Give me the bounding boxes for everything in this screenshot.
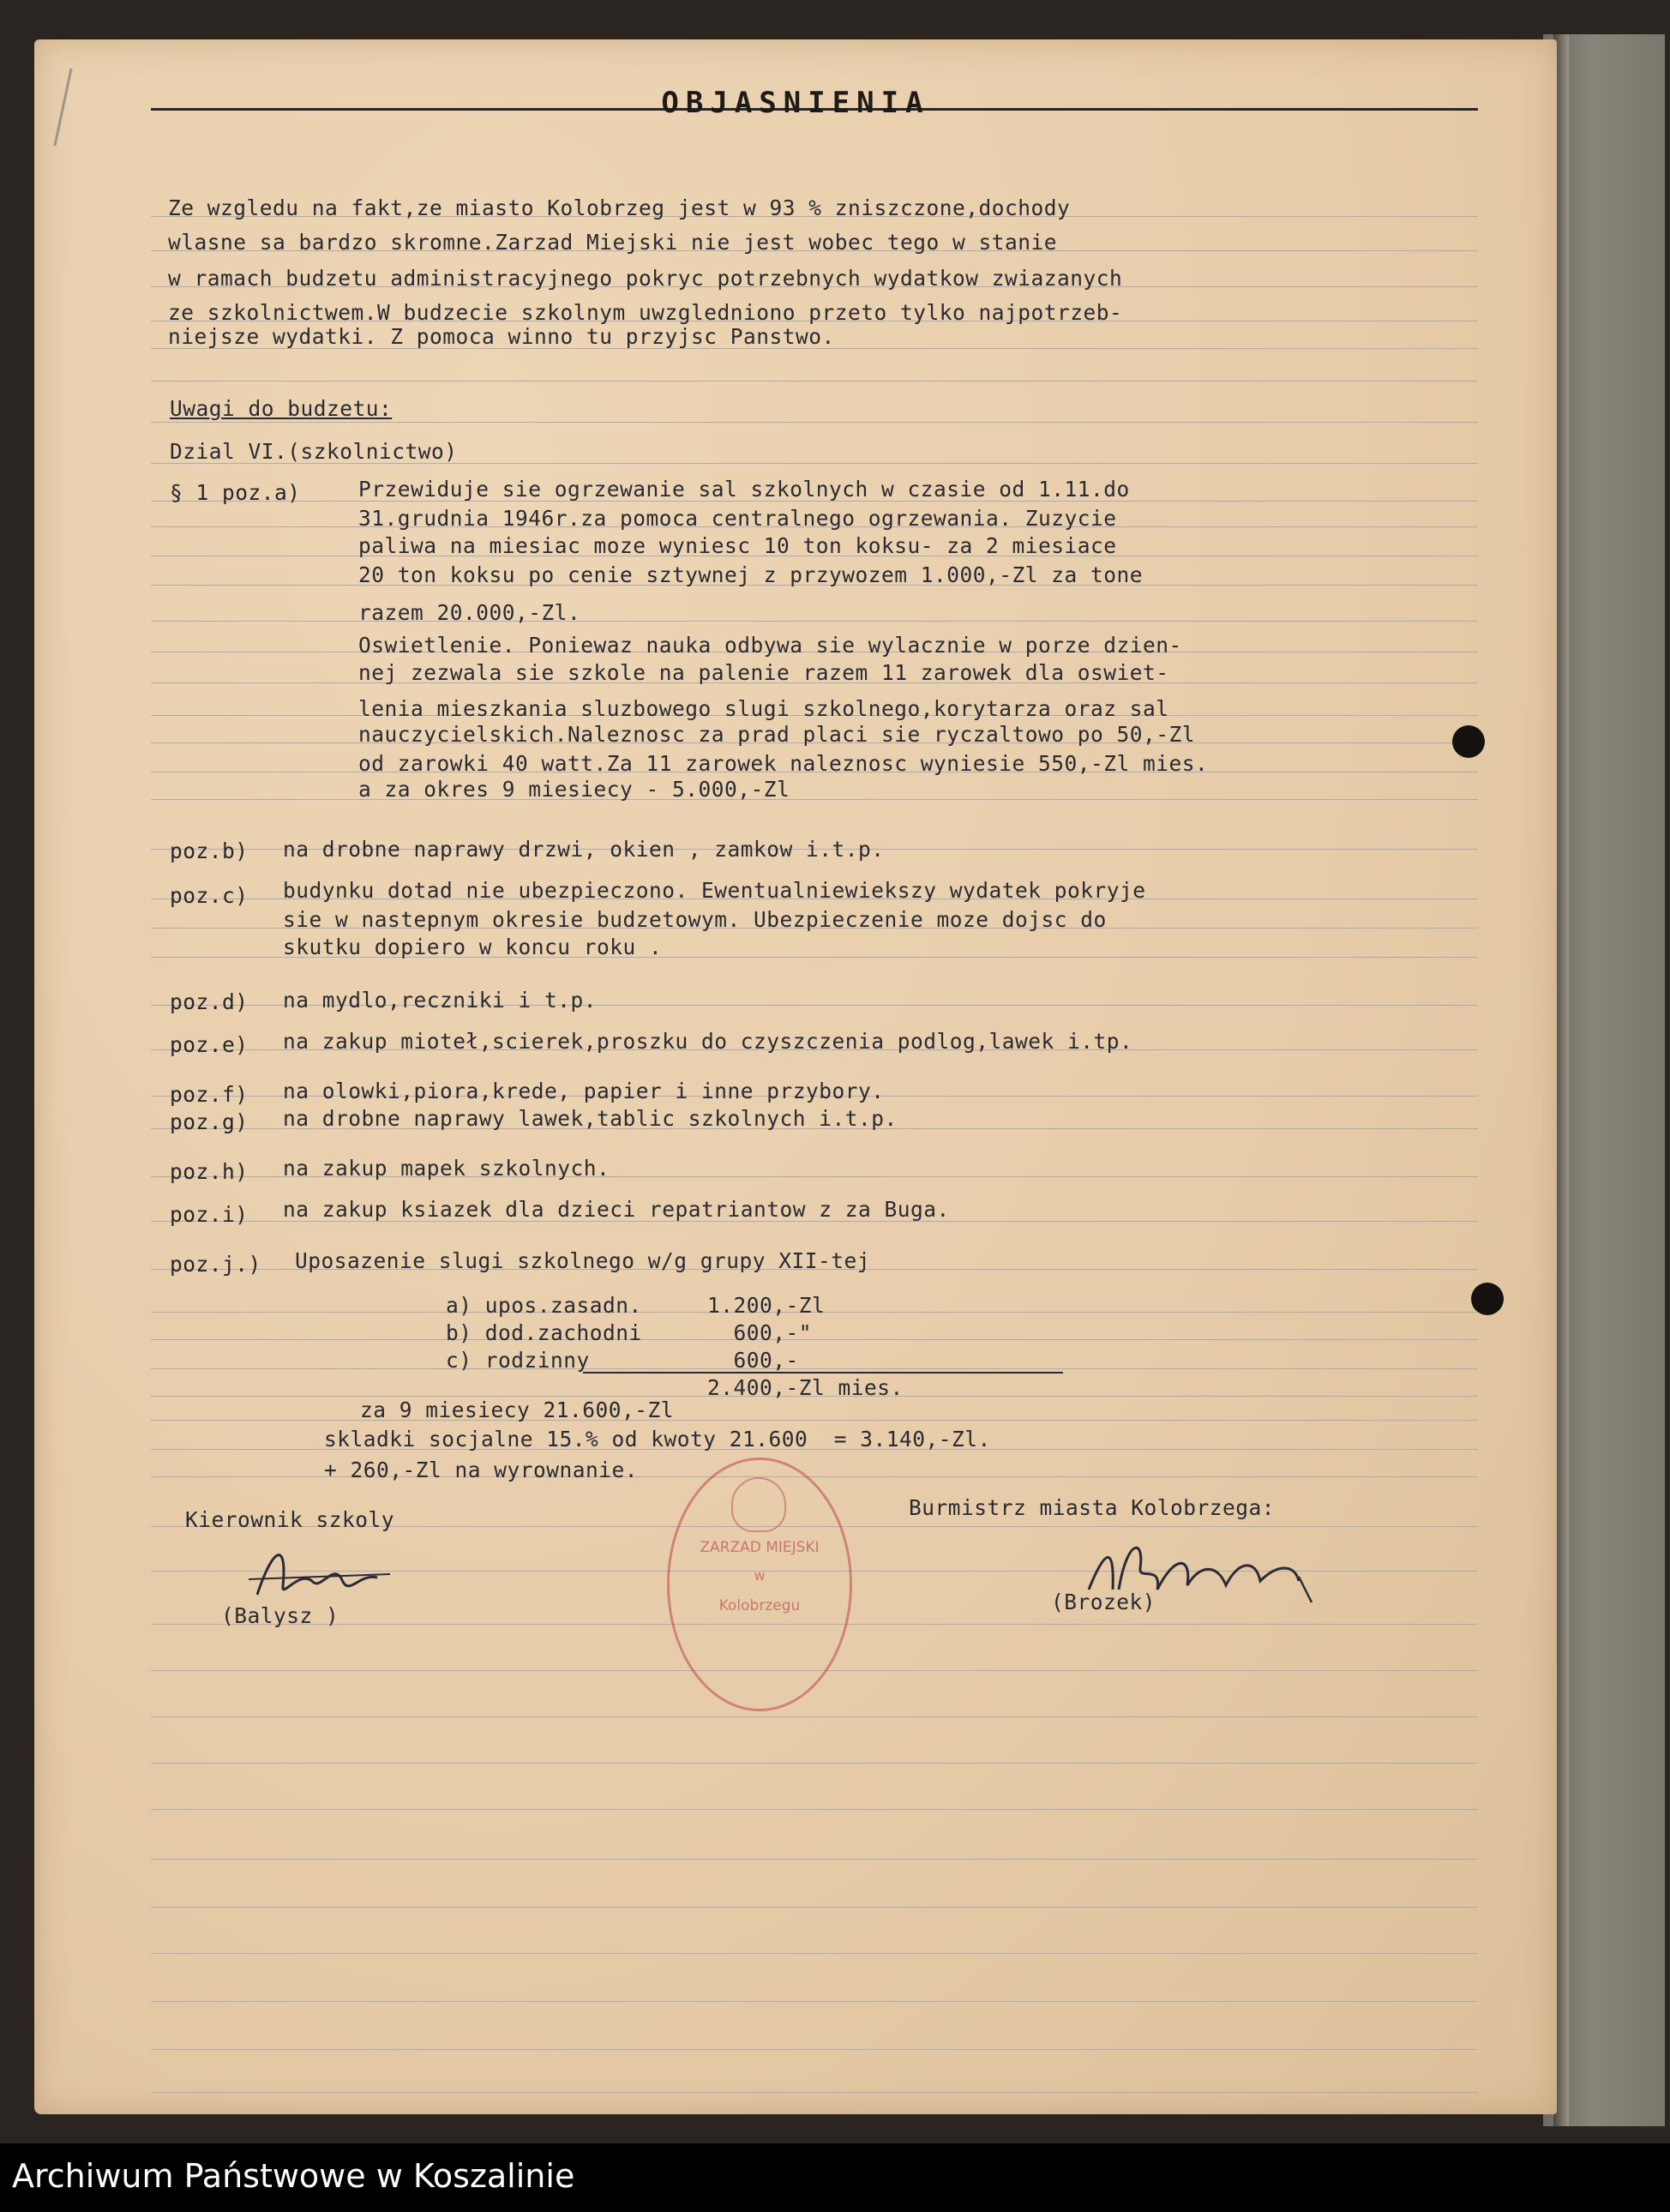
eagle-emblem-icon [731, 1477, 786, 1532]
item-h-text: na zakup mapek szkolnych. [283, 1156, 610, 1181]
totals-line: skladki socjalne 15.% od kwoty 21.600 = 3.140,-Zl. [324, 1427, 991, 1452]
salary-underline [583, 1372, 1063, 1373]
document-page [34, 39, 1557, 2114]
ruled-line [151, 1763, 1478, 1764]
ruled-line [151, 1953, 1478, 1954]
item-a-label: § 1 poz.a) [170, 480, 301, 505]
item-b-text: na drobne naprawy drzwi, okien , zamkow i.t.p. [283, 837, 885, 862]
item-f-text: na olowki,piora,krede, papier i inne przybory. [283, 1079, 885, 1103]
intro-line: niejsze wydatki. Z pomoca winno tu przyjsc Panstwo. [168, 324, 835, 349]
page-title: OBJASNIENIA [661, 86, 930, 120]
stamp-line: w [754, 1567, 766, 1584]
intro-line: wlasne sa bardzo skromne.Zarzad Miejski nie jest wobec tego w stanie [168, 230, 1058, 255]
item-a-line: Przewiduje sie ogrzewanie sal szkolnych w czasie od 1.11.do [358, 477, 1130, 502]
left-signature-name: (Balysz ) [221, 1603, 339, 1628]
ruled-line [151, 799, 1478, 800]
left-handwritten-signature [240, 1535, 411, 1612]
ruled-line [151, 1809, 1478, 1810]
item-a-line: lenia mieszkania sluzbowego slugi szkolnego,korytarza oraz sal [358, 696, 1169, 721]
item-a-line: razem 20.000,-Zl. [358, 600, 581, 625]
item-e-label: poz.e) [170, 1032, 249, 1057]
remarks-heading: Uwagi do budzetu: [170, 396, 393, 421]
ruled-line [151, 2001, 1478, 2002]
totals-line: + 260,-Zl na wyrownanie. [324, 1458, 639, 1482]
item-g-text: na drobne naprawy lawek,tablic szkolnych i.t.p. [283, 1106, 898, 1131]
stamp-line: Kolobrzegu [718, 1597, 801, 1614]
ruled-line [151, 422, 1478, 423]
municipal-stamp [667, 1458, 852, 1711]
item-h-label: poz.h) [170, 1159, 249, 1184]
ruled-line [151, 1339, 1478, 1340]
archive-footer [0, 2143, 1670, 2212]
item-a-line: 31.grudnia 1946r.za pomoca centralnego ogrzewania. Zuzycie [358, 506, 1117, 531]
item-a-line: nauczycielskich.Naleznosc za prad placi sie ryczaltowo po 50,-Zl [358, 722, 1196, 747]
intro-line: w ramach budzetu administracyjnego pokryc potrzebnych wydatkow zwiazanych [168, 266, 1123, 291]
item-j-text: Uposazenie slugi szkolnego w/g grupy XII-tej [295, 1248, 871, 1273]
archive-name: Archiwum Państwowe w Koszalinie [12, 2157, 575, 2195]
item-a-line: nej zezwala sie szkole na palenie razem 11 zarowek dla oswiet- [358, 660, 1169, 685]
item-a-line: od zarowki 40 watt.Za 11 zarowek naleznosc wyniesie 550,-Zl mies. [358, 751, 1209, 776]
salary-total: 2.400,-Zl mies. [446, 1375, 904, 1400]
ruled-line [151, 621, 1478, 622]
item-j-label: poz.j.) [170, 1252, 261, 1277]
item-c-text: sie w nastepnym okresie budzetowym. Ubezpieczenie moze dojsc do [283, 907, 1107, 932]
item-d-label: poz.d) [170, 989, 249, 1014]
ruled-line [151, 1420, 1478, 1421]
right-signature-name: (Brozek) [1051, 1590, 1156, 1614]
item-c-label: poz.c) [170, 883, 249, 908]
intro-line: Ze wzgledu na fakt,ze miasto Kolobrzeg jest w 93 % zniszczone,dochody [168, 195, 1071, 220]
ruled-line [151, 1716, 1478, 1717]
item-a-line: Oswietlenie. Poniewaz nauka odbywa sie wylacznie w porze dzien- [358, 633, 1182, 658]
item-b-label: poz.b) [170, 839, 249, 863]
item-g-label: poz.g) [170, 1109, 249, 1134]
intro-line: ze szkolnictwem.W budzecie szkolnym uwzgledniono przeto tylko najpotrzeb- [168, 300, 1123, 325]
item-i-text: na zakup ksiazek dla dzieci repatriantow z za Buga. [283, 1197, 950, 1222]
item-f-label: poz.f) [170, 1082, 249, 1107]
stamp-line: ZARZAD MIEJSKI [700, 1539, 820, 1556]
totals-line: za 9 miesiecy 21.600,-Zl [360, 1398, 675, 1422]
ruled-line [151, 1859, 1478, 1860]
salary-line: b) dod.zachodni 600,-" [446, 1320, 813, 1345]
item-i-label: poz.i) [170, 1202, 249, 1227]
section-heading: Dzial VI.(szkolnictwo) [170, 439, 458, 464]
right-signature-role: Burmistrz miasta Kolobrzega: [909, 1495, 1276, 1520]
item-c-text: budynku dotad nie ubezpieczono. Ewentualniewiekszy wydatek pokryje [283, 878, 1146, 903]
item-e-text: na zakup mioteł,scierek,proszku do czyszczenia podlog,lawek i.tp. [283, 1029, 1133, 1054]
salary-line: c) rodzinny 600,- [446, 1348, 799, 1373]
punch-hole [1471, 1283, 1504, 1315]
item-a-line: 20 ton koksu po cenie sztywnej z przywozem 1.000,-Zl za tone [358, 562, 1144, 587]
punch-hole [1452, 725, 1485, 758]
salary-line: a) upos.zasadn. 1.200,-Zl [446, 1293, 826, 1318]
item-c-text: skutku dopiero w koncu roku . [283, 935, 663, 959]
ruled-line [151, 381, 1478, 382]
item-a-line: a za okres 9 miesiecy - 5.000,-Zl [358, 777, 790, 802]
left-signature-role: Kierownik szkoly [185, 1507, 395, 1532]
ruled-line [151, 1907, 1478, 1908]
item-d-text: na mydlo,reczniki i t.p. [283, 988, 598, 1013]
item-a-line: paliwa na miesiac moze wyniesc 10 ton koksu- za 2 miesiace [358, 533, 1117, 558]
ruled-line [151, 2092, 1478, 2093]
ruled-line [151, 1368, 1478, 1369]
ruled-line [151, 2049, 1478, 2050]
